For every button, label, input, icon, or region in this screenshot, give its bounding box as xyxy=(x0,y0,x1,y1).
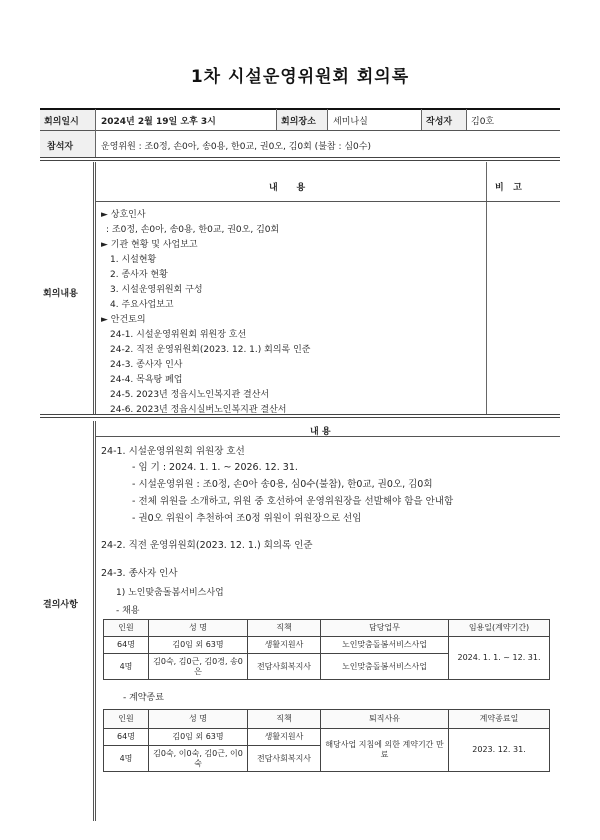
detail-line: - 권0오 위원이 추천하여 조0정 위원이 위원장으로 선임 xyxy=(132,513,362,524)
header-cell: 성 명 xyxy=(149,620,248,637)
detail-line: - 전체 위원을 소개하고, 위원 중 호선하여 운영위원장을 선발해야 함을 안내함 xyxy=(132,496,454,507)
agenda-line: ► 기관 현황 및 사업보고 xyxy=(101,240,198,250)
contract-end-date-cell: 2023. 12. 31. xyxy=(449,729,550,772)
content-label-divider xyxy=(93,162,96,414)
agenda-line: ► 안건토의 xyxy=(101,315,146,325)
attendees-bottom-border xyxy=(40,157,560,161)
resolution-label-divider xyxy=(93,421,96,821)
agenda-line: 24-3. 종사자 인사 xyxy=(110,360,183,370)
sub-program-title: 1) 노인맞춤돌봄서비스사업 xyxy=(116,588,224,598)
resolution-item-2-title: 24-2. 직전 운영위원회(2023. 12. 1.) 회의록 인준 xyxy=(101,540,313,551)
contract-end-table-header xyxy=(104,710,550,729)
header-cell: 성 명 xyxy=(149,710,248,729)
contract-end-table xyxy=(103,709,550,772)
header-cell: 담당업무 xyxy=(321,620,449,637)
resolution-header: 내 용 xyxy=(310,427,331,437)
table-cell: 김0숙, 김0근, 김0경, 송0은 xyxy=(149,654,248,680)
writer-value: 김0호 xyxy=(471,117,495,127)
page-title: 1차 시설운영위원회 회의록 xyxy=(190,67,410,87)
meta-divider xyxy=(40,130,560,131)
agenda-line: 2. 종사자 현황 xyxy=(110,270,168,280)
agenda-line: 24-5. 2023년 정읍시노인복지관 결산서 xyxy=(110,390,270,400)
hire-period-cell: 2024. 1. 1. ~ 12. 31. xyxy=(449,637,550,680)
resolution-label: 결의사항 xyxy=(43,600,78,610)
agenda-line: 24-6. 2023년 정읍시실버노인복지관 결산서 xyxy=(110,405,287,415)
place-value: 세미나실 xyxy=(333,117,368,127)
attendees-label: 참석자 xyxy=(47,142,74,152)
writer-label: 작성자 xyxy=(426,117,453,127)
resolution-item-1-title: 24-1. 시설운영위원회 위원장 호선 xyxy=(101,446,245,457)
agenda-line: 3. 시설운영위원회 구성 xyxy=(110,285,203,295)
top-border xyxy=(40,108,560,110)
content-header: 내 용 xyxy=(269,183,306,193)
label-column-line xyxy=(95,109,96,157)
detail-line: - 시설운영위원 : 조0정, 손0아 송0용, 심0수(불참), 한0교, 권0오, 김0회 xyxy=(132,479,433,490)
detail-line: - 임 기 : 2024. 1. 1. ~ 2026. 12. 31. xyxy=(132,462,298,473)
header-cell: 직책 xyxy=(248,710,321,729)
agenda-line: ► 상호인사 xyxy=(101,210,146,220)
header-cell: 임용일(계약기간) xyxy=(449,620,550,637)
table-cell: 4명 xyxy=(104,654,149,680)
meta-line-4 xyxy=(466,109,467,130)
table-cell: 생활지원사 xyxy=(248,637,321,654)
date-value: 2024년 2월 19일 오후 3시 xyxy=(101,117,216,127)
header-cell: 인원 xyxy=(104,710,149,729)
hire-label: - 채용 xyxy=(116,606,140,616)
header-cell: 계약종료일 xyxy=(449,710,550,729)
content-label: 회의내용 xyxy=(43,289,78,299)
table-cell: 김0임 외 63명 xyxy=(149,637,248,654)
date-label: 회의일시 xyxy=(44,117,79,127)
header-cell: 직책 xyxy=(248,620,321,637)
table-cell: 전담사회복지사 xyxy=(248,746,321,772)
header-cell: 퇴직사유 xyxy=(321,710,449,729)
agenda-line: 24-2. 직전 운영위원회(2023. 12. 1.) 회의록 인준 xyxy=(110,345,311,355)
meta-line-2 xyxy=(327,109,328,130)
retirement-reason-cell: 해당사업 지침에 의한 계약기간 만료 xyxy=(321,729,449,772)
table-cell: 노인맞춤돌봄서비스사업 xyxy=(321,637,449,654)
table-cell: 김0임 외 63명 xyxy=(149,729,248,746)
resolution-item-1-details xyxy=(132,459,552,527)
table-cell: 전담사회복지사 xyxy=(248,654,321,680)
content-header-divider xyxy=(96,201,560,202)
meta-line-3 xyxy=(421,109,422,130)
agenda-line: 4. 주요사업보고 xyxy=(110,300,174,310)
table-cell: 64명 xyxy=(104,729,149,746)
hire-table-header xyxy=(104,620,550,637)
meta-line-1 xyxy=(276,109,277,130)
hire-table xyxy=(103,619,550,680)
contract-end-label: - 계약종료 xyxy=(123,693,164,703)
header-cell: 인원 xyxy=(104,620,149,637)
place-label: 회의장소 xyxy=(281,117,316,127)
agenda-line: 24-1. 시설운영위원회 위원장 호선 xyxy=(110,330,247,340)
note-header: 비 고 xyxy=(495,183,522,193)
table-cell: 생활지원사 xyxy=(248,729,321,746)
attendees-value: 운영위원 : 조0정, 손0아, 송0용, 한0교, 권0오, 김0회 (불참 : 심0수) xyxy=(101,142,371,152)
agenda-line: 1. 시설현황 xyxy=(110,255,157,265)
agenda-line: 24-4. 목욕탕 폐업 xyxy=(110,375,183,385)
note-column-line xyxy=(486,162,487,414)
agenda-list xyxy=(101,208,481,418)
table-cell: 노인맞춤돌봄서비스사업 xyxy=(321,654,449,680)
table-row xyxy=(104,637,550,654)
table-cell: 64명 xyxy=(104,637,149,654)
table-cell: 김0숙, 이0숙, 김0근, 이0숙 xyxy=(149,746,248,772)
table-cell: 4명 xyxy=(104,746,149,772)
resolution-item-3-title: 24-3. 종사자 인사 xyxy=(101,568,178,579)
table-row xyxy=(104,729,550,746)
agenda-line: : 조0정, 손0아, 송0용, 한0교, 권0오, 김0회 xyxy=(106,225,280,235)
